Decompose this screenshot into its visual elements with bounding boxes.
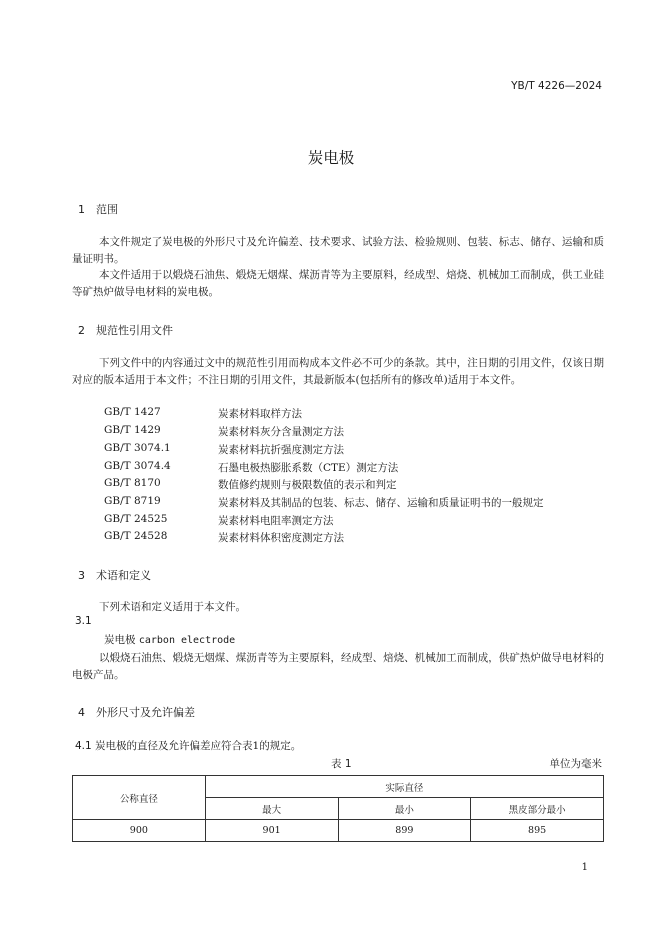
table-unit: 单位为毫米 [549, 758, 602, 770]
reference-title: 炭素材料抗折强度测定方法 [218, 444, 344, 456]
paragraph: 本文件规定了炭电极的外形尺寸及允许偏差、技术要求、试验方法、检验规则、包装、标志、储存、运输和质量证明书。 [72, 236, 604, 265]
reference-code: GB/T 3074.4 [104, 460, 171, 472]
term-en: carbon electrode [138, 635, 236, 646]
header-max: 最大 [205, 798, 338, 820]
paragraph: 下列术语和定义适用于本文件。 [99, 601, 246, 613]
standard-number: YB/T 4226—2024 [511, 80, 602, 92]
reference-title: 炭素材料电阻率测定方法 [218, 515, 334, 527]
clause-number: 4.1 [75, 740, 92, 752]
section-number: 4 [78, 706, 85, 719]
paragraph: 本文件适用于以煅烧石油焦、煅烧无烟煤、煤沥青等为主要原料，经成型、焙烧、机械加工而制成，供工业硅等矿热炉做导电材料的炭电极。 [72, 269, 604, 298]
reference-title: 炭素材料及其制品的包装、标志、储存、运输和质量证明书的一般规定 [218, 497, 544, 509]
cell-nominal: 900 [73, 820, 206, 842]
clause-4-1 [75, 738, 301, 753]
header-black-skin-min: 黑皮部分最小 [471, 798, 604, 820]
reference-code: GB/T 1427 [104, 406, 161, 418]
cell-max: 901 [205, 820, 338, 842]
section-number: 2 [78, 324, 85, 337]
cell-black-skin-min: 895 [471, 820, 604, 842]
reference-title: 炭素材料灰分含量测定方法 [218, 426, 344, 438]
section-title: 规范性引用文件 [96, 324, 173, 337]
section-1-heading [78, 201, 118, 217]
section-title: 外形尺寸及允许偏差 [96, 706, 195, 719]
document-title: 炭电极 [307, 149, 355, 167]
clause-text: 炭电极的直径及允许偏差应符合表1的规定。 [95, 740, 302, 752]
reference-code: GB/T 3074.1 [104, 442, 171, 454]
term-zh: 炭电极 [104, 634, 136, 646]
section-title: 范围 [96, 203, 118, 216]
reference-code: GB/T 8719 [104, 495, 161, 507]
cell-min: 899 [338, 820, 471, 842]
section-4-heading [78, 704, 195, 720]
table-header-row [73, 776, 604, 798]
section-2-heading [78, 322, 173, 338]
reference-title: 炭素材料取样方法 [218, 408, 302, 420]
reference-code: GB/T 24528 [104, 530, 168, 542]
paragraph: 下列文件中的内容通过文中的规范性引用而构成本文件必不可少的条款。其中，注日期的引用文件，仅该日期对应的版本适用于本文件；不注日期的引用文件，其最新版本(包括所有的修改单)适用于本文件。 [72, 357, 604, 386]
page-number: 1 [581, 862, 588, 873]
reference-code: GB/T 24525 [104, 513, 168, 525]
header-nominal-diameter: 公称直径 [73, 776, 206, 820]
reference-title: 数值修约规则与极限数值的表示和判定 [218, 479, 397, 491]
table-title: 表 1 [331, 758, 352, 770]
term-number: 3.1 [75, 615, 92, 627]
table-row [73, 820, 604, 842]
section-number: 3 [78, 569, 85, 582]
header-min: 最小 [338, 798, 471, 820]
section-title: 术语和定义 [96, 569, 151, 582]
section-number: 1 [78, 203, 85, 216]
diameter-table [72, 775, 604, 842]
section-3-heading [78, 567, 151, 583]
term-definition: 以煅烧石油焦、煅烧无烟煤、煤沥青等为主要原料，经成型、焙烧、机械加工而制成，供矿热炉做导电材料的电极产品。 [72, 652, 604, 681]
header-actual-diameter: 实际直径 [205, 776, 603, 798]
reference-code: GB/T 1429 [104, 424, 161, 436]
reference-title: 炭素材料体积密度测定方法 [218, 532, 344, 544]
reference-title: 石墨电极热膨胀系数（CTE）测定方法 [218, 462, 399, 474]
reference-code: GB/T 8170 [104, 477, 161, 489]
term-heading [104, 632, 235, 647]
